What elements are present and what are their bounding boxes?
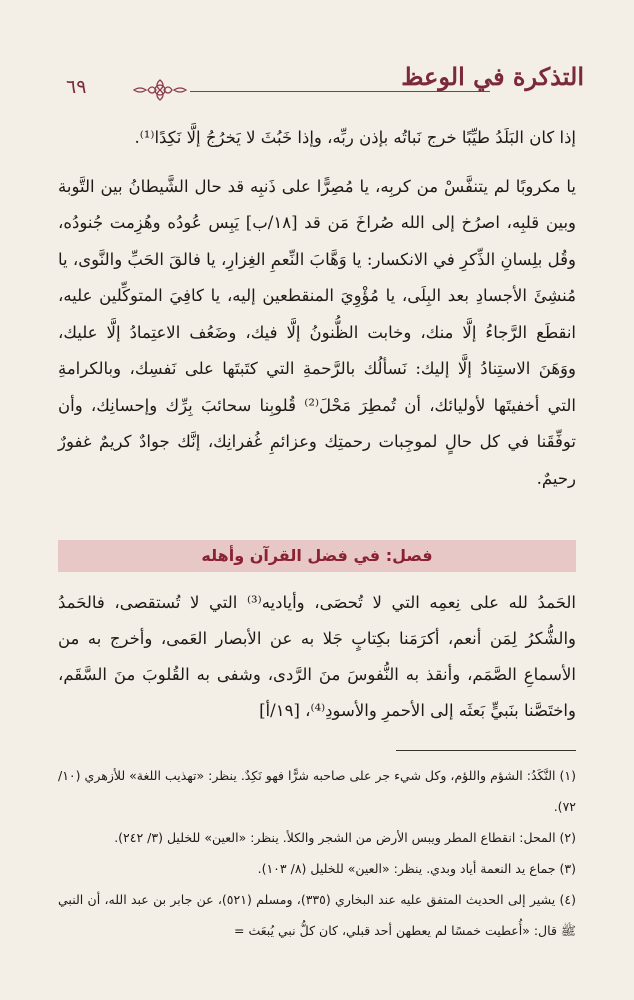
- page-number: ٦٩: [66, 76, 87, 98]
- footnote: (١) النَّكَدُ: الشؤم واللؤم، وكل شيء جر على صاحبه شرًّا فهو نَكِدٌ. ينظر: «تهذيب اللغة» للأزهري (١٠/ ٧٢).: [58, 768, 576, 814]
- footnote: (٤) يشير إلى الحديث المتفق عليه عند البخاري (٣٣٥)، ومسلم (٥٢١)، عن جابر بن عبد الله، أن النبي ﷺ قال: «أُعطيت خمسًا لم يعطهن أحد قبلي، كان كلُّ نبي يُبعَث =: [58, 892, 576, 938]
- paragraph: يا مكروبًا لم يتنفَّسْ من كربِه، يا مُصِرًّا على ذَنبِه قد حال الشَّيطانُ بين التَّوبة وبين قلبِه، اصرُخ إلى الله صُراخَ مَن قد [١٨/ب] يَبِس عُودُه وهُزِمت جُنودُه، وقُل بلِسانِ الذِّكرِ في الانكسار: يا وَهَّابَ النِّعمِ الغِزارِ، يا فالقَ الحَبِّ والنَّوى، يا مُنشِئَ الأجسادِ بعد البِلَى، يا مُؤْوِيَ المنقطعين إليه، يا كافِيَ المتوكِّلين عليه، انقطَع الرَّجاءُ إلَّا منك، وخابت الظُّنونُ إلَّا فيك، وضَعُف الاعتِمادُ إلَّا عليك، ووَهَنَ الاستِنادُ إلَّا إليك: نَسألُك بالرَّحمةِ التي كتَبتَها على نَفسِك، وبالكرامةِ التي أخفيتَها لأوليائك، أن تُمطِرَ مَحْلَ⁽²⁾ قُلوبِنا سحائبَ بِرِّك وإحسانِك، وأن توفِّقَنا في كل حالٍ لموجِبات رحمتِك وعزائمِ غُفرانِك، إنَّك جوادٌ كريمٌ غفورٌ رحيمٌ.: [58, 176, 576, 488]
- paragraph: إذا كان البَلَدُ طيِّبًا خرج نَباتُه بإذن ربِّه، وإذا خَبُثَ لا يَخرُجُ إلَّا نَكِدًا⁽¹⁾.: [134, 128, 576, 147]
- section-heading: فصل: في فضل القرآن وأهله: [58, 540, 576, 572]
- paragraph: الحَمدُ لله على نِعمِه التي لا تُحصَى، وأياديه⁽³⁾ التي لا تُستقصى، فالحَمدُ والشُّكرُ لِمَن أنعم، أكرَمَنا بكِتابٍ جَلا به عن الأبصار العَمى، وأخرج به من الأسماعِ الصَّمَم، وأنقذ به النُّفوسَ منَ الرَّدى، وشفى به القُلوبَ منَ السَّقَم، واختَصَّنا بنَبيٍّ بَعثَه إلى الأحمرِ والأسودِ⁽⁴⁾، [١٩/أ]: [58, 593, 577, 720]
- main-text-2: [58, 585, 576, 729]
- footnote: (٢) المحل: انقطاع المطر ويبس الأرض من الشجر والكلأ. ينظر: «العين» للخليل (٣/ ٢٤٢).: [114, 830, 576, 845]
- main-text: [58, 120, 576, 507]
- footnote-separator: [396, 750, 576, 751]
- floral-ornament-icon: [130, 76, 190, 104]
- header-rule: [190, 91, 490, 92]
- page-header: [40, 58, 594, 108]
- book-title: التذكرة في الوعظ: [401, 62, 584, 91]
- footnotes: [58, 760, 576, 946]
- footnote: (٣) جماع يد النعمة أياد وبدي. ينظر: «العين» للخليل (٨/ ١٠٣).: [257, 861, 576, 876]
